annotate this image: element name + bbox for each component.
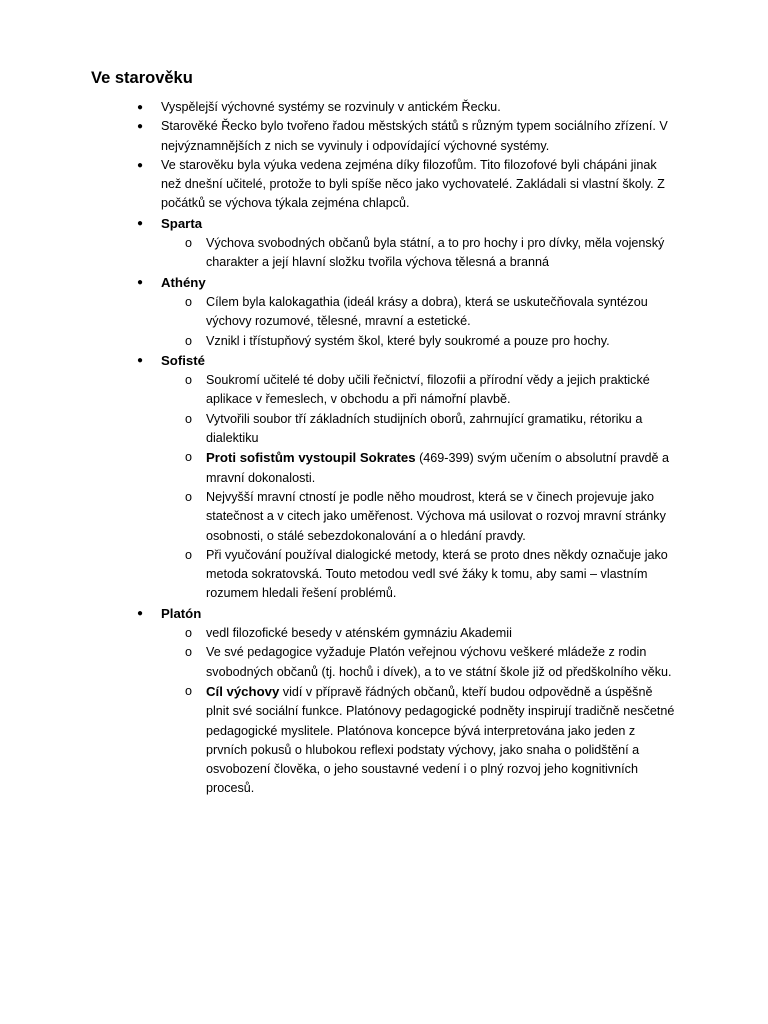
sub-list bbox=[161, 624, 678, 799]
document-content bbox=[0, 98, 768, 799]
sub-item-text: Ve své pedagogice vyžaduje Platón veřejnou výchovu veškeré mládeže z rodin svobodných občanů (tj. hochů i dívek), a to ve státní škole již od předškolního věku. bbox=[206, 645, 672, 679]
sub-item bbox=[185, 448, 678, 488]
section-atheny bbox=[0, 273, 768, 351]
bullet-list bbox=[0, 98, 768, 799]
sub-item-text: Při vyučování používal dialogické metody, která se proto dnes někdy označuje jako metoda sokratovská. Touto metodou vedl své žáky k tomu, aby sami – vlastním rozumem hledali řešení problémů. bbox=[206, 547, 668, 601]
bullet-item bbox=[0, 98, 768, 117]
circle-bullet-icon: o bbox=[185, 294, 193, 309]
circle-bullet-icon: o bbox=[185, 333, 193, 348]
bullet-icon: ● bbox=[137, 102, 144, 113]
sub-item bbox=[185, 332, 678, 351]
bullet-item bbox=[0, 117, 768, 156]
sub-list bbox=[161, 371, 678, 604]
circle-bullet-icon: o bbox=[185, 450, 193, 465]
sub-list bbox=[161, 234, 678, 273]
sub-item-text: Soukromí učitelé té doby učili řečnictví, filozofii a přírodní vědy a jejich praktické aplikace v řemeslech, v obchodu a při námořní plavbě. bbox=[206, 373, 650, 407]
circle-bullet-icon: o bbox=[185, 373, 193, 388]
bullet-icon: ● bbox=[137, 159, 144, 171]
circle-bullet-icon: o bbox=[185, 626, 193, 641]
circle-bullet-icon: o bbox=[185, 547, 193, 562]
bullet-item bbox=[0, 156, 768, 214]
section-title: Platón bbox=[161, 605, 202, 621]
sub-item-text: Vytvořili soubor tří základních studijních oborů, zahrnující gramatiku, rétoriku a dialektiku bbox=[206, 411, 643, 446]
bullet-text: Ve starověku byla výuka vedena zejména díky filozofům. Tito filozofové byli chápáni jinak než dnešní učitelé, protože to byli spíše něco jako vychovatelé. Zakládali si vlastní školy. Z počátků se výchova týkala zejména chlapců. bbox=[161, 157, 665, 211]
sub-item bbox=[185, 293, 678, 332]
section-title: Athény bbox=[161, 274, 206, 290]
circle-bullet-icon: o bbox=[185, 236, 193, 251]
bullet-text: Starověké Řecko bylo tvořeno řadou městských států s různým typem sociálního zřízení. V nejvýznamnějších z nich se vyvinuly i odpovídající výchovné systémy. bbox=[161, 119, 668, 153]
section-title: Sofisté bbox=[161, 352, 205, 368]
sub-item-text: (469-399) svým učením o absolutní pravdě a mravní dokonalosti. bbox=[206, 451, 669, 485]
document-heading: Ve starověku bbox=[91, 69, 193, 87]
circle-bullet-icon: o bbox=[185, 489, 193, 504]
bullet-icon: ● bbox=[137, 607, 144, 619]
sub-item bbox=[185, 546, 678, 604]
sub-item bbox=[185, 234, 678, 273]
circle-bullet-icon: o bbox=[185, 645, 193, 660]
section-title: Sparta bbox=[161, 215, 203, 231]
sub-item-text: Výchova svobodných občanů byla státní, a to pro hochy i pro dívky, měla vojenský charakter a její hlavní složku tvořila výchova tělesná a branná bbox=[206, 236, 665, 270]
bullet-icon: ● bbox=[137, 354, 144, 366]
sub-item-text: vidí v přípravě řádných občanů, kteří budou odpovědně a úspěšně plnit své sociální funkce. Platónovy pedagogické podněty inspirují tradičně nesčetné pedagogické myslitele. Platónova koncepce bývá interpretována jako jeden z prvních pokusů o hlubokou reflexi podstaty výchovy, jako snaha o polidštění a osvobození člověka, o jeho soustavné vedení i o plný rozvoj jeho kognitivních procesů. bbox=[206, 684, 675, 796]
sub-item bbox=[185, 643, 678, 682]
sub-item bbox=[185, 682, 678, 799]
sub-item-bold-text: Proti sofistům vystoupil Sokrates bbox=[206, 450, 416, 466]
section-sparta bbox=[0, 214, 768, 273]
bullet-icon: ● bbox=[137, 121, 144, 133]
sub-item-text: Vznikl i třístupňový systém škol, které byly soukromé a pouze pro hochy. bbox=[206, 333, 610, 348]
sub-item bbox=[185, 371, 678, 410]
sub-item bbox=[185, 410, 678, 449]
sub-item-text: vedl filozofické besedy v aténském gymnáziu Akademii bbox=[206, 626, 512, 641]
circle-bullet-icon: o bbox=[185, 683, 193, 698]
sub-item bbox=[185, 624, 678, 643]
section-platon bbox=[0, 604, 768, 799]
sub-item-text: Cílem byla kalokagathia (ideál krásy a dobra), která se uskutečňovala syntézou výchovy rozumové, tělesné, mravní a estetické. bbox=[206, 294, 648, 329]
sub-list bbox=[161, 293, 678, 351]
bullet-text: Vyspělejší výchovné systémy se rozvinuly v antickém Řecku. bbox=[161, 100, 501, 114]
bullet-icon: ● bbox=[137, 276, 144, 288]
sub-item-bold-text: Cíl výchovy bbox=[206, 683, 280, 699]
circle-bullet-icon: o bbox=[185, 411, 193, 426]
section-sofiste bbox=[0, 351, 768, 604]
bullet-icon: ● bbox=[137, 217, 144, 229]
sub-item bbox=[185, 488, 678, 546]
sub-item-text: Nejvyšší mravní ctností je podle něho moudrost, která se v činech projevuje jako statečnost a v citech jako uměřenost. Výchova má usilovat o rozvoj mravní stránky osobnosti, o stálé sebezdokonalování a o hledání pravdy. bbox=[206, 489, 666, 543]
